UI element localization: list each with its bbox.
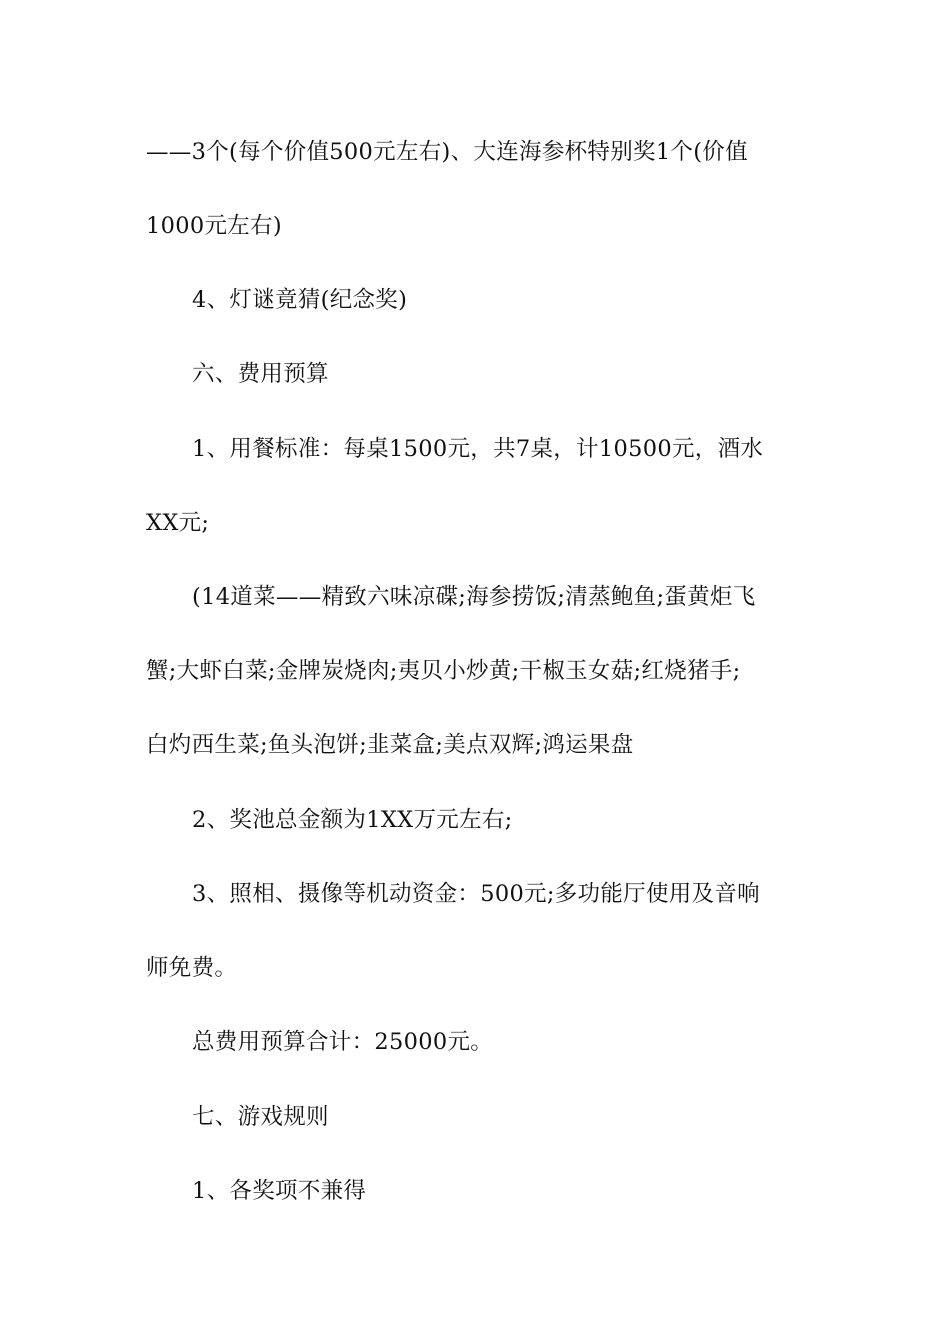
menu-list-line-1: (14道菜——精致六味凉碟;海参捞饭;清蒸鲍鱼;蛋黄炬飞 — [192, 584, 756, 610]
budget-item-meal-continued: XX元; — [146, 510, 210, 536]
prize-line-continued: ——3个(每个价值500元左右)、大连海参杯特别奖1个(价值 — [146, 139, 748, 165]
prize-value-line: 1000元左右) — [146, 213, 282, 239]
menu-list-line-2: 蟹;大虾白菜;金牌炭烧肉;夷贝小炒黄;干椒玉女菇;红烧猪手; — [146, 658, 741, 684]
section-heading-budget: 六、费用预算 — [192, 361, 329, 387]
game-rule-item: 1、各奖项不兼得 — [192, 1178, 367, 1204]
budget-item-meal: 1、用餐标准：每桌1500元，共7桌，计10500元，酒水 — [192, 436, 764, 462]
budget-item-prize-pool: 2、奖池总金额为1XX万元左右; — [192, 807, 513, 833]
budget-item-photo-video-continued: 师免费。 — [146, 955, 238, 981]
menu-list-line-3: 白灼西生菜;鱼头泡饼;韭菜盒;美点双辉;鸿运果盘 — [146, 732, 634, 758]
section-heading-game-rules: 七、游戏规则 — [192, 1104, 329, 1130]
lantern-riddle-item: 4、灯谜竟猜(纪念奖) — [192, 287, 408, 313]
budget-total: 总费用预算合计：25000元。 — [192, 1029, 494, 1055]
budget-item-photo-video: 3、照相、摄像等机动资金：500元;多功能厅使用及音响 — [192, 881, 760, 907]
